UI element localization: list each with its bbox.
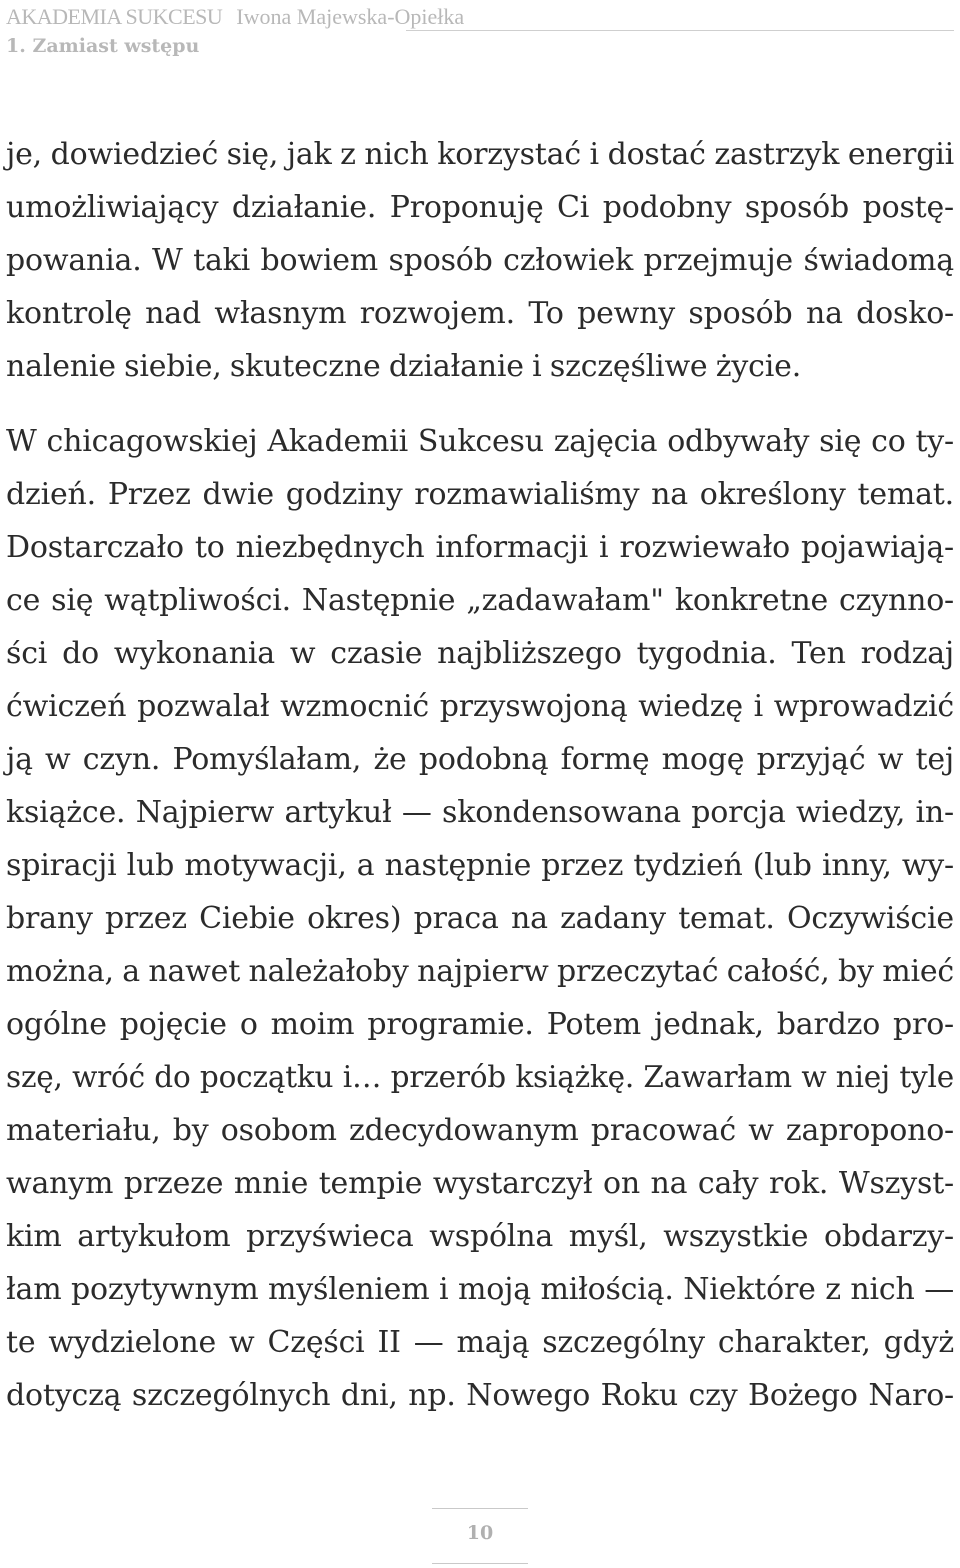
page-number: 10	[466, 1522, 494, 1544]
text-line: dzień. Przez dwie godziny rozmawialiśmy na określony temat.	[6, 477, 954, 512]
text-line: łam pozytywnym myśleniem i moją miłością. Niektóre z nich —	[6, 1272, 954, 1307]
text-line: materiału, by osobom zdecydowanym pracować w zapropono-	[6, 1113, 954, 1148]
header-chapter: 1. Zamiast wstępu	[6, 35, 200, 57]
paragraph-gap	[6, 393, 954, 415]
text-line: dotyczą szczególnych dni, np. Nowego Roku czy Bożego Naro-	[6, 1378, 954, 1413]
text-line: spiracji lub motywacji, a następnie przez tydzień (lub inny, wy-	[6, 848, 954, 883]
text-line: ogólne pojęcie o moim programie. Potem jednak, bardzo pro-	[6, 1007, 954, 1042]
page-body	[6, 128, 954, 1422]
footer-rule-bottom	[432, 1563, 528, 1564]
paragraph-2	[6, 415, 954, 1422]
paragraph-1	[6, 128, 954, 393]
text-line: można, a nawet należałoby najpierw przeczytać całość, by mieć	[6, 954, 954, 989]
footer-rule-top	[432, 1508, 528, 1509]
text-line: kim artykułom przyświeca wspólna myśl, wszystkie obdarzy-	[6, 1219, 954, 1254]
text-line: ści do wykonania w czasie najbliższego tygodnia. Ten rodzaj	[6, 636, 954, 671]
text-line: umożliwiający działanie. Proponuję Ci podobny sposób postę-	[6, 190, 954, 225]
text-line: wanym przeze mnie tempie wystarczył on na cały rok. Wszyst-	[6, 1166, 954, 1201]
text-line: je, dowiedzieć się, jak z nich korzystać i dostać zastrzyk energii	[6, 137, 954, 172]
text-line: powania. W taki bowiem sposób człowiek przejmuje świadomą	[6, 243, 954, 278]
text-line: brany przez Ciebie okres) praca na zadany temat. Oczywiście	[6, 901, 954, 936]
text-line: nalenie siebie, skuteczne działanie i szczęśliwe życie.	[6, 349, 802, 384]
text-line: ce się wątpliwości. Następnie „zadawałam" konkretne czynno-	[6, 583, 954, 618]
header-author: Iwona Majewska-Opiełka	[236, 4, 465, 29]
text-line: ćwiczeń pozwalał wzmocnić przyswojoną wiedzę i wprowadzić	[6, 689, 954, 724]
text-line: W chicagowskiej Akademii Sukcesu zajęcia odbywały się co ty-	[6, 424, 954, 459]
text-line: te wydzielone w Części II — mają szczególny charakter, gdyż	[6, 1325, 954, 1360]
header-brand: AKADEMIA SUKCESU	[6, 4, 223, 29]
text-line: ją w czyn. Pomyślałam, że podobną formę mogę przyjąć w tej	[6, 742, 954, 777]
text-line: książce. Najpierw artykuł — skondensowana porcja wiedzy, in-	[6, 795, 954, 830]
running-header	[6, 4, 954, 59]
text-line: kontrolę nad własnym rozwojem. To pewny sposób na dosko-	[6, 296, 954, 331]
text-line: szę, wróć do początku i… przerób książkę. Zawarłam w niej tyle	[6, 1060, 954, 1094]
text-line: Dostarczało to niezbędnych informacji i rozwiewało pojawiają-	[6, 530, 954, 565]
page-footer	[432, 1508, 528, 1564]
header-title-line	[6, 4, 954, 30]
header-rule	[406, 30, 954, 31]
